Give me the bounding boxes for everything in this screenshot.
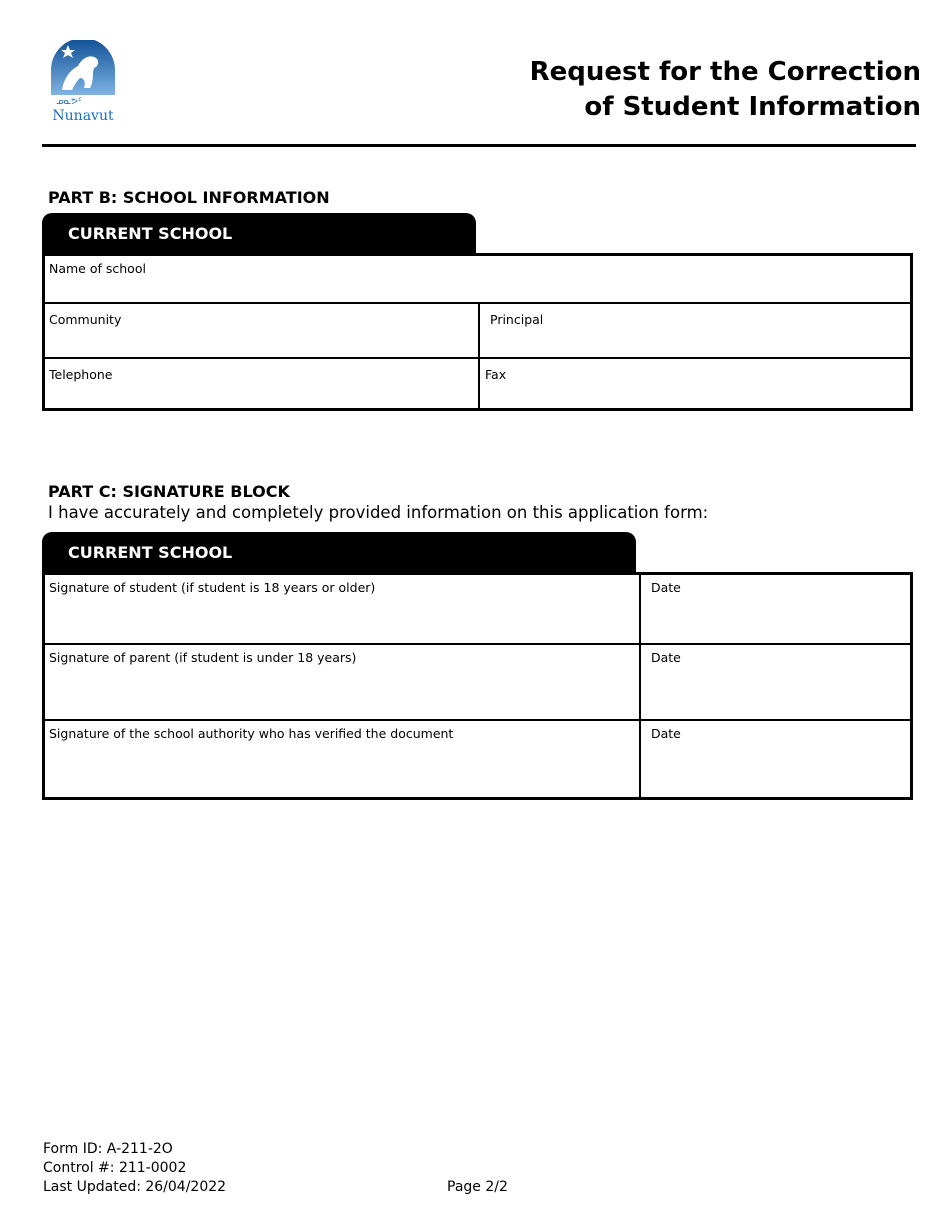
form-meta xyxy=(43,1140,226,1197)
title-line-1: Request for the Correction xyxy=(529,57,921,87)
authority-signature-label: Signature of the school authority who has verified the document xyxy=(49,726,454,741)
school-info-box xyxy=(42,253,913,411)
part-b-tab: CURRENT SCHOOL xyxy=(42,213,476,255)
name-of-school-label: Name of school xyxy=(49,261,146,276)
form-id: Form ID: A-211-2O xyxy=(43,1141,173,1157)
divider xyxy=(45,357,910,359)
part-c-heading: PART C: SIGNATURE BLOCK xyxy=(48,482,290,501)
divider xyxy=(45,643,910,645)
parent-date-label: Date xyxy=(651,650,681,665)
principal-label: Principal xyxy=(490,312,544,327)
authority-date-label: Date xyxy=(651,726,681,741)
student-date-label: Date xyxy=(651,580,681,595)
control-number: Control #: 211-0002 xyxy=(43,1160,187,1176)
student-signature-label: Signature of student (if student is 18 years or older) xyxy=(49,580,376,595)
fax-label: Fax xyxy=(485,367,507,382)
part-c-intro: I have accurately and completely provided information on this application form: xyxy=(48,503,709,522)
part-b-heading: PART B: SCHOOL INFORMATION xyxy=(48,188,330,207)
community-label: Community xyxy=(49,312,122,327)
title-line-2: of Student Information xyxy=(584,92,921,122)
nunavut-logo xyxy=(48,40,118,124)
divider xyxy=(478,303,480,408)
form-title xyxy=(461,55,921,125)
divider xyxy=(45,719,910,721)
part-c-tab: CURRENT SCHOOL xyxy=(42,532,636,574)
last-updated: Last Updated: 26/04/2022 xyxy=(43,1179,227,1195)
logo-wordmark: Nunavut xyxy=(52,108,114,124)
polar-bear-icon xyxy=(48,40,118,124)
svg-text:ᓄᓇᕗᑦ: ᓄᓇᕗᑦ xyxy=(56,97,82,107)
divider xyxy=(639,575,641,797)
header-divider xyxy=(42,144,916,147)
signature-box xyxy=(42,572,913,800)
page-number: Page 2/2 xyxy=(447,1179,508,1195)
parent-signature-label: Signature of parent (if student is under 18 years) xyxy=(49,650,357,665)
telephone-label: Telephone xyxy=(49,367,113,382)
